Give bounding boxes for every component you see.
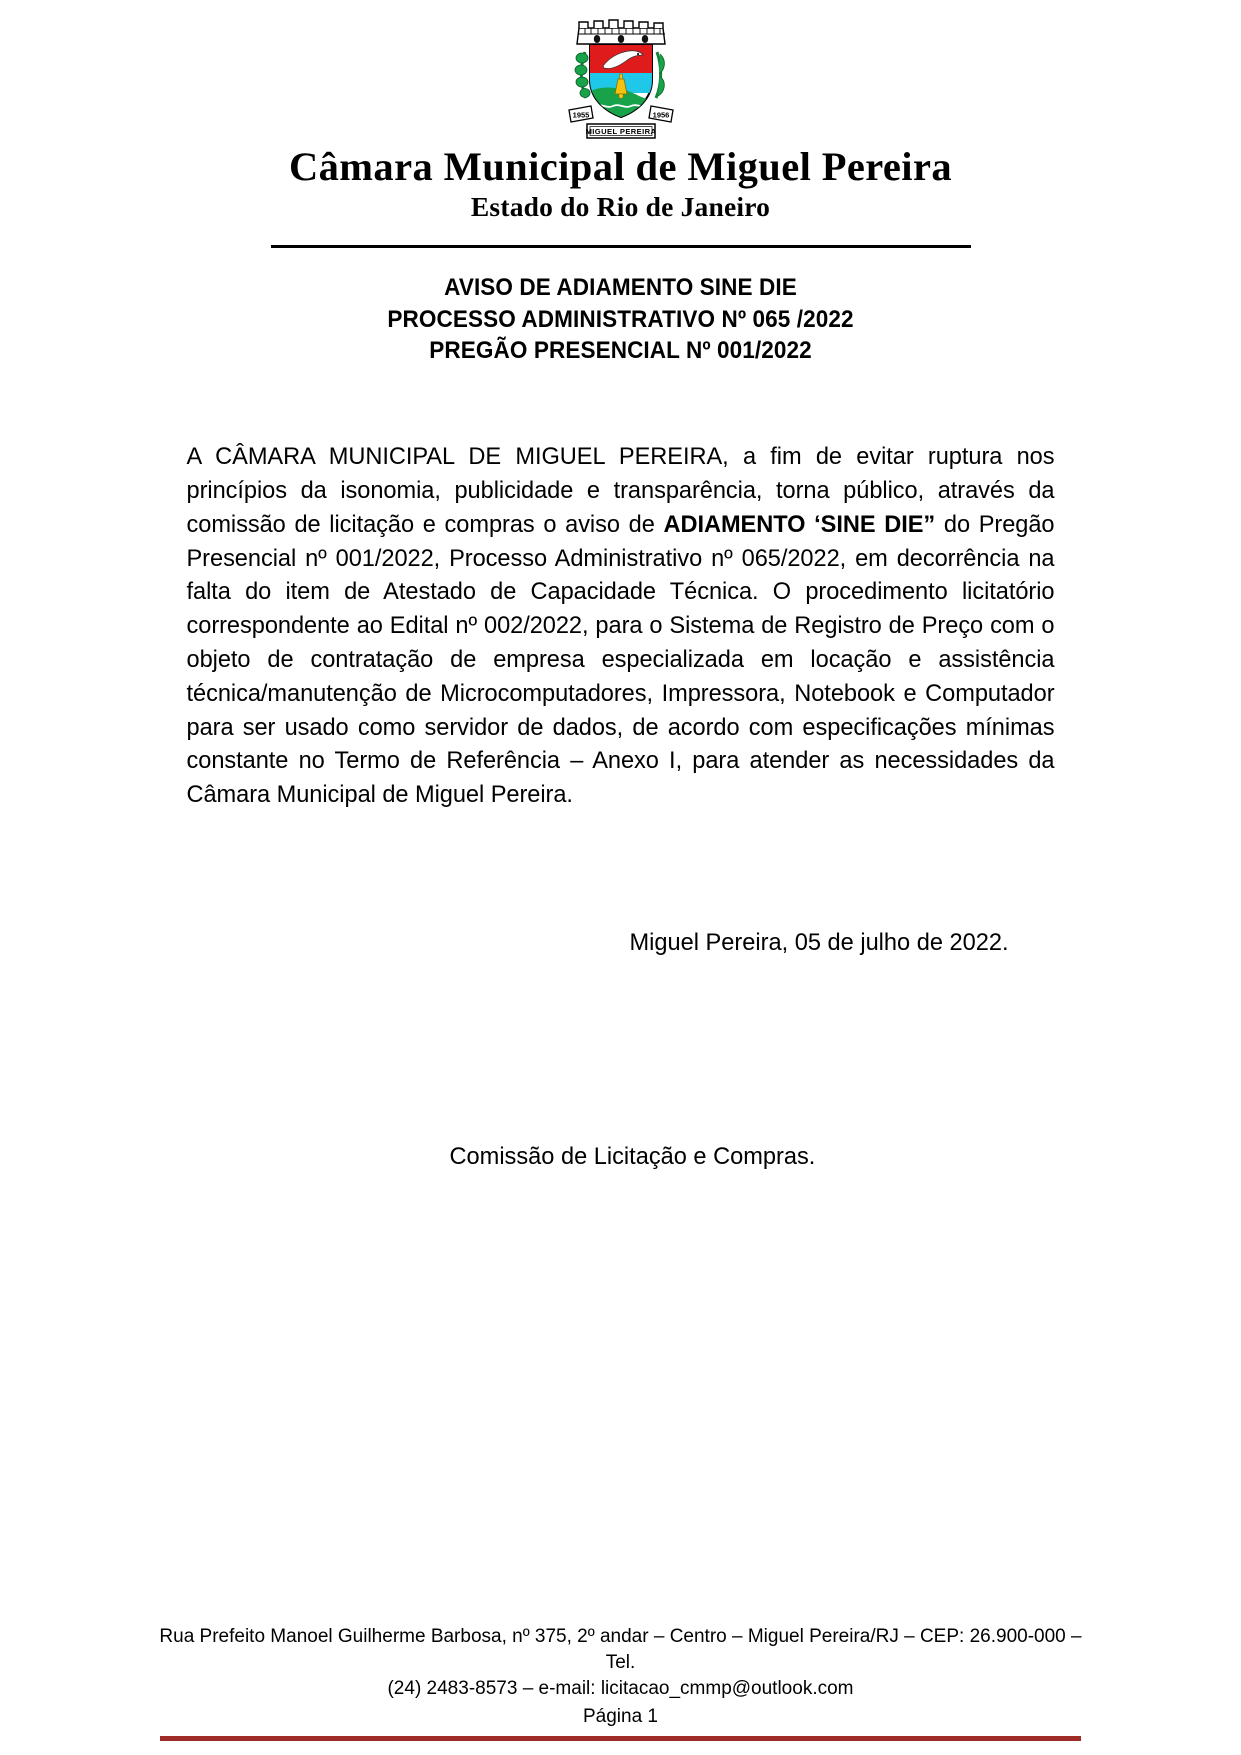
document-title-line-3: PREGÃO PRESENCIAL Nº 001/2022 — [429, 337, 812, 365]
body-paragraph-part-1: A CÂMARA MUNICIPAL DE MIGUEL PEREIRA, a fim de evitar ruptura nos princípios da isonomia, publicidade e transparência, torna público, através da comissão de licitação e compras o aviso de — [186, 444, 1055, 538]
document-title-block — [0, 272, 1241, 368]
document-title-line-1: AVISO DE ADIAMENTO SINE DIE — [444, 273, 797, 301]
svg-text:1956: 1956 — [652, 110, 669, 120]
footer-address-line-1: Rua Prefeito Manoel Guilherme Barbosa, nº 375, 2º andar – Centro – Miguel Pereira/RJ – CEP: 26.900-000 –Tel. — [159, 1626, 1082, 1673]
header-divider — [271, 245, 971, 248]
document-header — [0, 0, 1241, 248]
signature-line: Comissão de Licitação e Compras. — [449, 1143, 816, 1170]
coat-of-arms-icon — [561, 18, 681, 142]
body-paragraph-part-2: do Pregão Presencial nº 001/2022, Processo Administrativo nº 065/2022, em decorrência na falta do item de Atestado de Capacidade Técnica. O procedimento licitatório correspondente ao Edital nº 002/2022, para o Sistema de Registro de Preço com o objeto de contratação de empresa especializada em locação e assistência técnica/manutenção de Microcomputadores, Impressora, Notebook e Computador para ser usado como servidor de dados, de acordo com especificações mínimas constante no Termo de Referência – Anexo I, para atender as necessidades da Câmara Municipal de Miguel Pereira. — [186, 511, 1055, 809]
svg-text:MIGUEL PEREIRA: MIGUEL PEREIRA — [585, 127, 656, 136]
footer-page-number: Página 1 — [582, 1706, 658, 1727]
footer-accent-bar — [160, 1736, 1081, 1741]
svg-text:1955: 1955 — [572, 110, 589, 120]
body-paragraph-emphasis: ADIAMENTO ‘SINE DIE” — [663, 511, 936, 538]
body-paragraph — [187, 441, 1055, 813]
date-line: Miguel Pereira, 05 de julho de 2022. — [629, 930, 1009, 957]
document-footer — [0, 1624, 1241, 1755]
document-body — [187, 367, 1055, 1174]
document-title-line-2: PROCESSO ADMINISTRATIVO Nº 065 /2022 — [387, 305, 854, 333]
footer-bar-container — [0, 1736, 1241, 1755]
footer-address-line-2: (24) 2483-8573 – e-mail: licitacao_cmmp@outlook.com — [387, 1678, 854, 1699]
crest-container — [0, 18, 1241, 142]
organization-subtitle: Estado do Rio de Janeiro — [470, 190, 771, 222]
organization-title: Câmara Municipal de Miguel Pereira — [289, 144, 952, 189]
